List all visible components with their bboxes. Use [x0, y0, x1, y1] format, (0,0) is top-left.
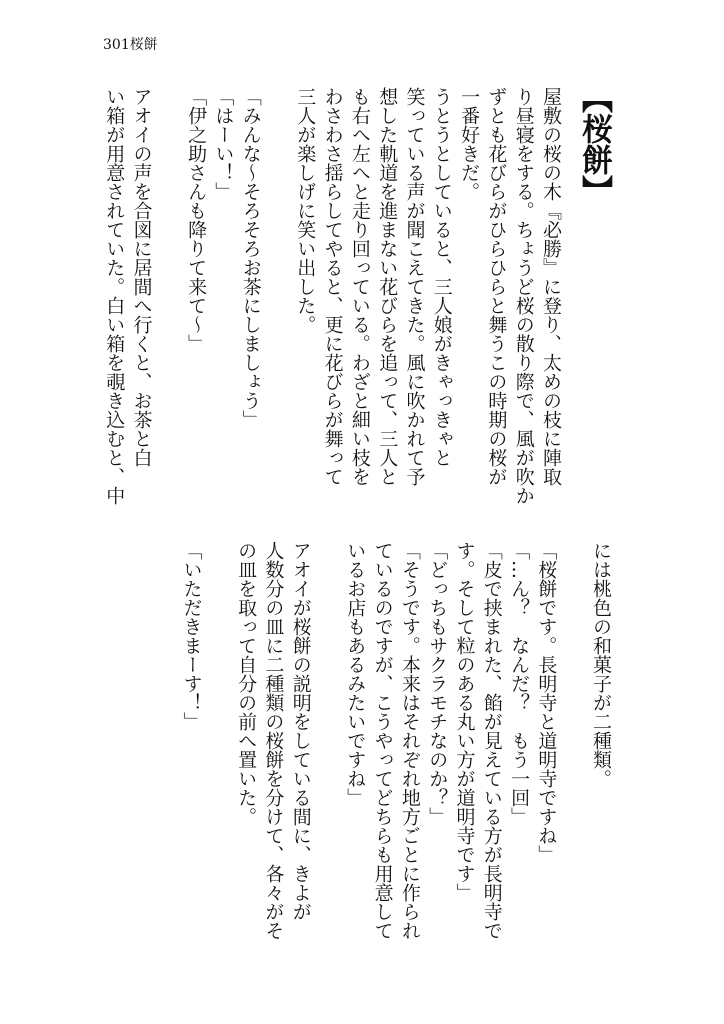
- text-column: 「どっちもサクラモチなのか？」: [426, 541, 449, 826]
- text-column: 三人が楽しげに笑い出した。: [294, 87, 317, 334]
- text-column: いるお店もあるみたいですね」: [344, 541, 367, 807]
- text-column: 人数分の皿に二種類の桜餅を分けて、各々がそ: [262, 541, 285, 940]
- text-column: 「…ん？ なんだ？ もう一回」: [508, 541, 531, 826]
- header-section-title: 桜餅: [129, 37, 158, 53]
- text-column: ずとも花びらがひらひらと舞うこの時期の桜が: [485, 87, 508, 486]
- text-column: 「はーい！」: [212, 87, 235, 201]
- text-column: の皿を取って自分の前へ置いた。: [235, 541, 258, 826]
- text-column: す。そして粒のある丸い方が道明寺です」: [453, 541, 476, 902]
- text-column: 「桜餅です。長明寺と道明寺ですね」: [535, 541, 558, 864]
- text-column: わさわさ揺らしてやると、更に花びらが舞って: [321, 87, 344, 486]
- text-column: 「みんな〜そろそろお茶にしましょう」: [239, 87, 262, 429]
- text-column: も右へ左へと走り回っている。わざと細い枝を: [348, 87, 371, 486]
- text-column: アオイが桜餅の説明をしている間に、きよが: [289, 541, 312, 921]
- text-column: うとうとしていると、三人娘がきゃっきゃと: [430, 87, 453, 467]
- text-column: り昼寝をする。ちょうど桜の散り際で、風が吹か: [512, 87, 535, 505]
- running-header: [103, 37, 158, 53]
- text-column: 「いただきまーす！」: [180, 541, 203, 731]
- page-number: 301: [103, 37, 130, 53]
- text-column: には桃色の和菓子が二種類。: [590, 541, 612, 788]
- text-column: 笑っている声が聞こえてきた。風に吹かれて予: [403, 87, 426, 486]
- text-column: 「伊之助さんも降りて来て〜」: [185, 87, 208, 353]
- text-column: 「皮で挟まれた、餡が見えている方が長明寺で: [480, 541, 503, 940]
- text-column: い箱が用意されていた。白い箱を覗き込むと、中: [103, 87, 126, 505]
- chapter-title: 【桜餅】: [576, 82, 612, 206]
- text-column: 想した軌道を進まない花びらを追って、三人と: [376, 87, 399, 486]
- text-column: 屋敷の桜の木『必勝』に登り、太めの枝に陣取: [540, 87, 562, 486]
- text-column: 「そうです。本来はそれぞれ地方ごとに作られ: [398, 541, 421, 940]
- text-column: ているのですが、こうやってどちらも用意して: [371, 541, 394, 940]
- text-column: アオイの声を合図に居間へ行くと、お茶と白: [130, 87, 153, 467]
- text-column: 一番好きだ。: [458, 87, 481, 201]
